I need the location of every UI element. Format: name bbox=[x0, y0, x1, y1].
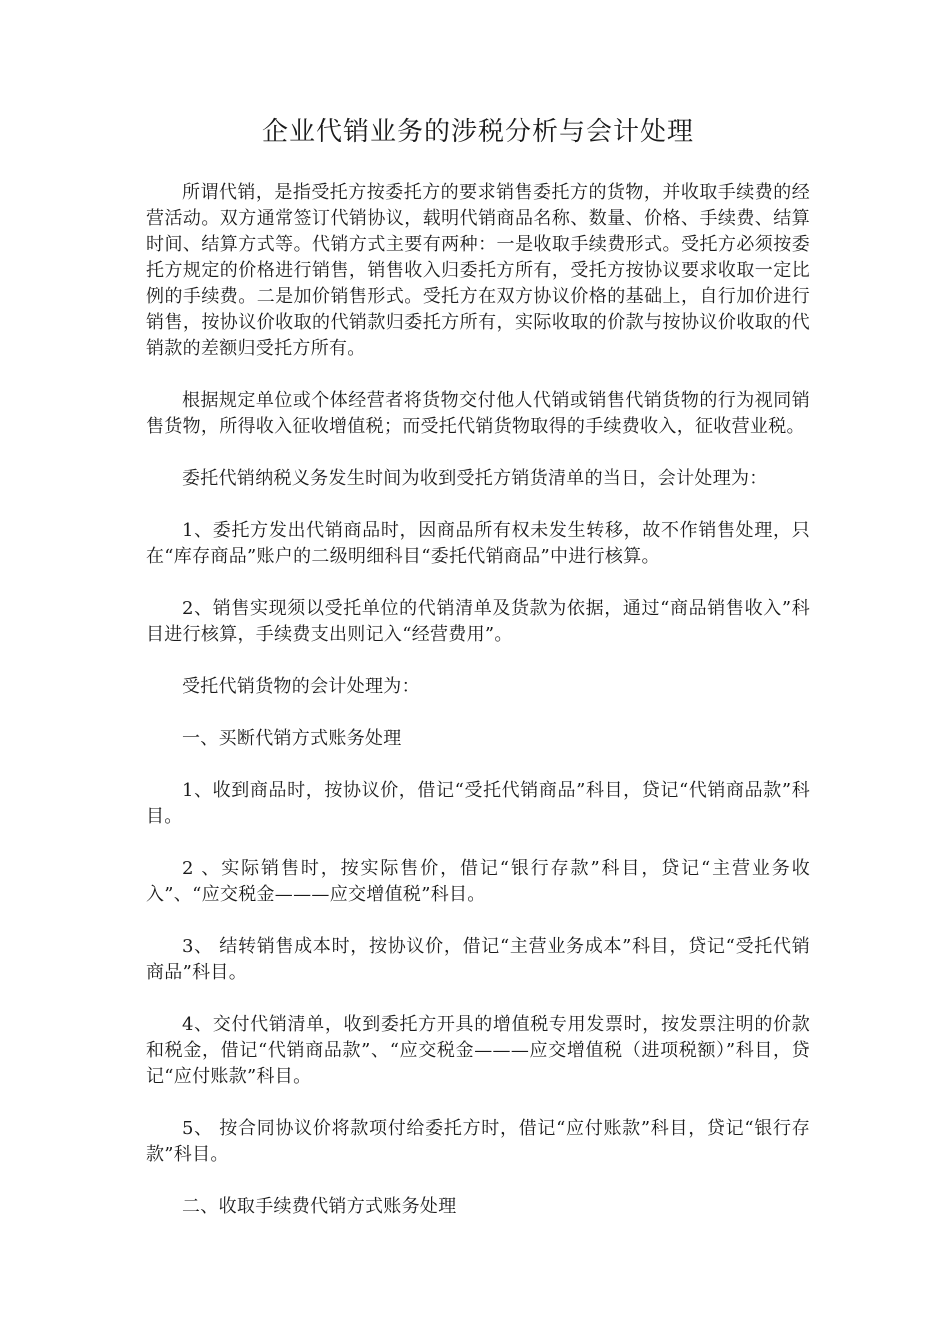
section-heading-buyout: 一、买断代销方式账务处理 bbox=[182, 728, 402, 749]
paragraph-consignee-intro: 受托代销货物的会计处理为： bbox=[182, 676, 420, 697]
paragraph-buyout-step-2: 2 、实际销售时，按实际售价，借记“银行存款”科目，贷记“主营业务收入”、“应交税金———应交增值税”科目。 bbox=[146, 858, 810, 905]
paragraph-buyout-step-4: 4、交付代销清单，收到委托方开具的增值税专用发票时，按发票注明的价款和税金，借记“代销商品款”、“应交税金———应交增值税（进项税额）”科目，贷记“应付账款”科目。 bbox=[146, 1014, 810, 1087]
document-page bbox=[146, 112, 810, 1246]
section-heading-commission: 二、收取手续费代销方式账务处理 bbox=[182, 1196, 457, 1217]
paragraph-buyout-step-1: 1、收到商品时，按协议价，借记“受托代销商品”科目，贷记“代销商品款”科目。 bbox=[146, 780, 810, 827]
document-title: 企业代销业务的涉税分析与会计处理 bbox=[261, 117, 694, 147]
paragraph-buyout-step-3: 3、 结转销售成本时，按协议价，借记“主营业务成本”科目，贷记“受托代销商品”科目。 bbox=[146, 936, 810, 983]
paragraph-tax-rule: 根据规定单位或个体经营者将货物交付他人代销或销售代销货物的行为视同销售货物，所得收入征收增值税；而受托代销货物取得的手续费收入，征收营业税。 bbox=[146, 390, 810, 437]
paragraph-consignor-step-2: 2、销售实现须以受托单位的代销清单及货款为依据，通过“商品销售收入”科目进行核算，手续费支出则记入“经营费用”。 bbox=[146, 598, 810, 645]
paragraph-definition: 所谓代销，是指受托方按委托方的要求销售委托方的货物，并收取手续费的经营活动。双方通常签订代销协议，载明代销商品名称、数量、价格、手续费、结算时间、结算方式等。代销方式主要有两种：一是收取手续费形式。受托方必须按委托方规定的价格进行销售，销售收入归委托方所有，受托方按协议要求收取一定比例的手续费。二是加价销售形式。受托方在双方协议价格的基础上，自行加价进行销售，按协议价收取的代销款归委托方所有，实际收取的价款与按协议价收取的代销款的差额归受托方所有。 bbox=[146, 182, 810, 359]
paragraph-consignor-intro: 委托代销纳税义务发生时间为收到受托方销货清单的当日，会计处理为： bbox=[182, 468, 768, 489]
paragraph-buyout-step-5: 5、 按合同协议价将款项付给委托方时，借记“应付账款”科目，贷记“银行存款”科目。 bbox=[146, 1118, 810, 1165]
paragraph-consignor-step-1: 1、委托方发出代销商品时，因商品所有权未发生转移，故不作销售处理，只在“库存商品”账户的二级明细科目“委托代销商品”中进行核算。 bbox=[146, 520, 810, 567]
